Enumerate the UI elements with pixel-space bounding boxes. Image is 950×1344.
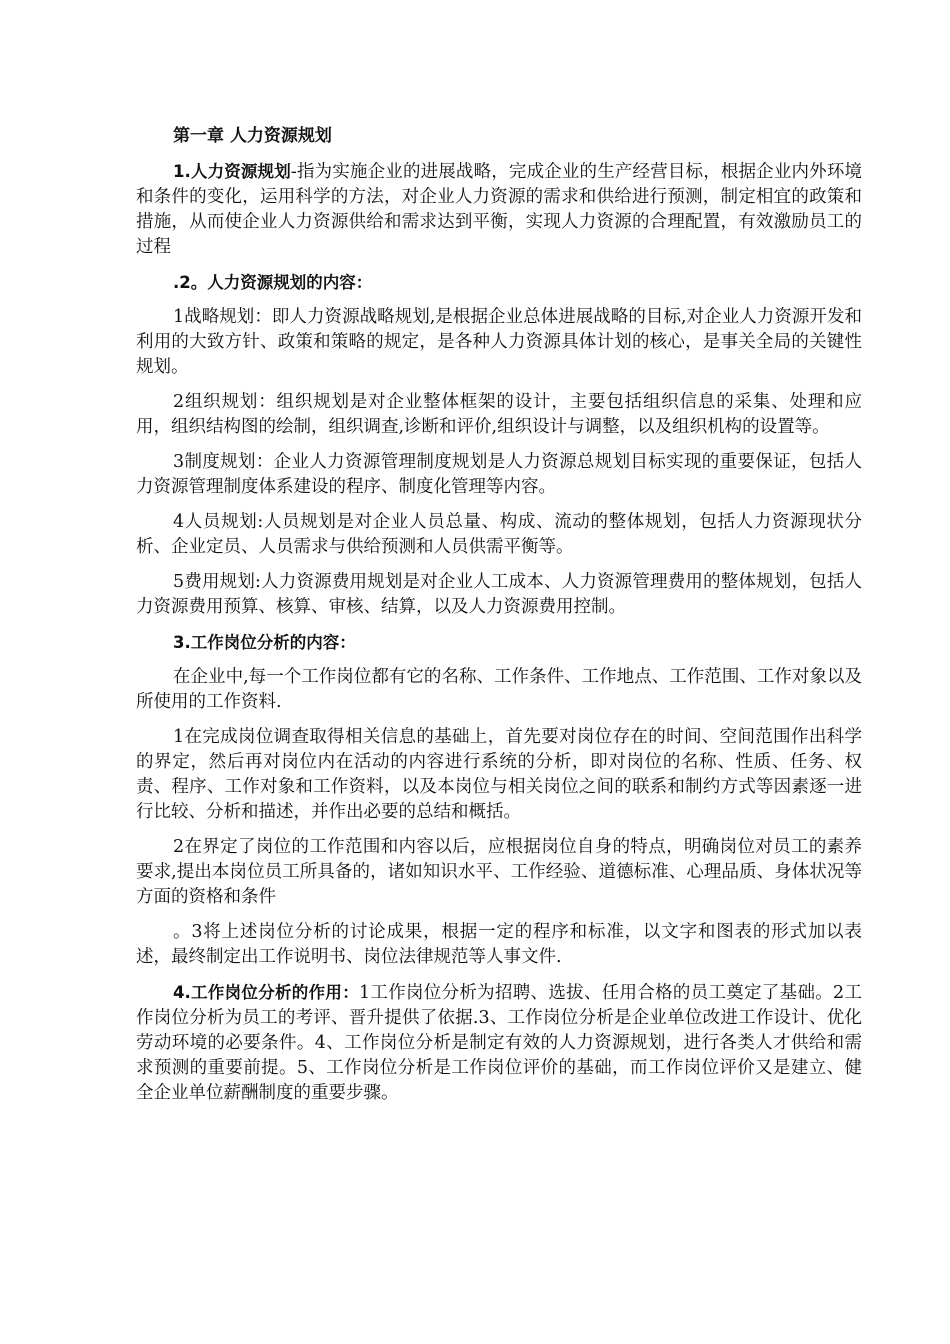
planning-item-personnel: 4人员规划:人员规划是对企业人员总量、构成、流动的整体规划，包括人力资源现状分析、企业定员、人员需求与供给预测和人员供需平衡等。 <box>136 512 862 557</box>
section-4-term: 4.工作岗位分析的作用： <box>173 983 359 1002</box>
planning-item-strategy: 1战略规划：即人力资源战略规划,是根据企业总体进展战略的目标,对企业人力资源开发和利用的大致方针、政策和策略的规定，是各种人力资源具体计划的核心，是事关全局的关键性规划。 <box>136 307 862 377</box>
definition-term: 1.人力资源规划 <box>173 162 291 181</box>
planning-item-cost: 5费用规划:人力资源费用规划是对企业人工成本、人力资源管理费用的整体规划，包括人力资源费用预算、核算、审核、结算，以及人力资源费用控制。 <box>136 572 862 617</box>
section-2-heading: .2。人力资源规划的内容： <box>173 273 373 292</box>
section-4-text: 1工作岗位分析为招聘、选拔、任用合格的员工奠定了基础。2工作岗位分析为员工的考评、晋升提供了依据.3、工作岗位分析是企业单位改进工作设计、优化劳动环境的必要条件。4、工作岗位分析是制定有效的人力资源规划，进行各类人才供给和需求预测的重要前提。5、工作岗位分析是工作岗位评价的基础，而工作岗位评价又是建立、健全企业单位薪酬制度的重要步骤。 <box>136 983 862 1103</box>
analysis-item-1: 1在完成岗位调查取得相关信息的基础上，首先要对岗位存在的时间、空间范围作出科学的界定，然后再对岗位内在活动的内容进行系统的分析，即对岗位的名称、性质、任务、权责、程序、工作对象和工作资料，以及本岗位与相关岗位之间的联系和制约方式等因素逐一进行比较、分析和描述，并作出必要的总结和概括。 <box>136 727 862 822</box>
section-3-intro: 在企业中,每一个工作岗位都有它的名称、工作条件、工作地点、工作范围、工作对象以及所使用的工作资料. <box>136 667 862 712</box>
analysis-item-3: 。3将上述岗位分析的讨论成果，根据一定的程序和标准，以文字和图表的形式加以表述，最终制定出工作说明书、岗位法律规范等人事文件. <box>136 922 862 967</box>
section-4-paragraph <box>136 980 862 1106</box>
definition-text: -指为实施企业的进展战略，完成企业的生产经营目标，根据企业内外环境和条件的变化，运用科学的方法，对企业人力资源的需求和供给进行预测，制定相宜的政策和措施，从而使企业人力资源供给和需求达到平衡，实现人力资源的合理配置，有效激励员工的过程 <box>136 162 862 257</box>
document-body <box>136 124 862 1116</box>
analysis-item-2: 2在界定了岗位的工作范围和内容以后，应根据岗位自身的特点，明确岗位对员工的素养要求,提出本岗位员工所具备的，诸如知识水平、工作经验、道德标准、心理品质、身体状况等方面的资格和条件 <box>136 837 862 907</box>
chapter-title: 第一章 人力资源规划 <box>173 126 332 146</box>
planning-item-organization: 2组织规划：组织规划是对企业整体框架的设计，主要包括组织信息的采集、处理和应用，组织结构图的绘制，组织调查,诊断和评价,组织设计与调整，以及组织机构的设置等。 <box>136 392 862 437</box>
planning-item-system: 3制度规划：企业人力资源管理制度规划是人力资源总规划目标实现的重要保证，包括人力资源管理制度体系建设的程序、制度化管理等内容。 <box>136 452 862 497</box>
section-3-heading: 3.工作岗位分析的内容： <box>173 633 356 652</box>
definition-paragraph <box>136 159 862 260</box>
